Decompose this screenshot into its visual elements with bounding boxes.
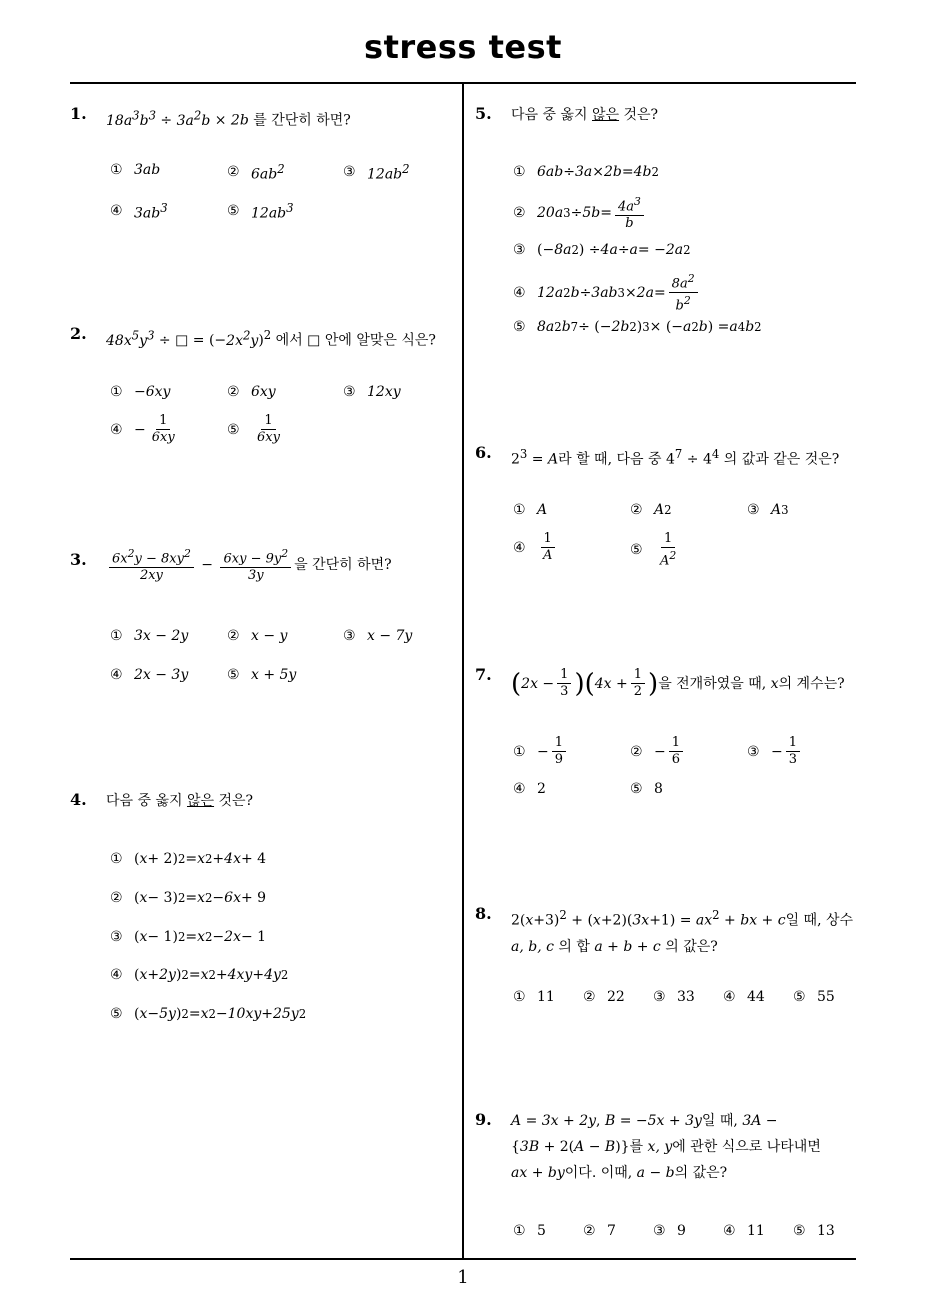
q9-option-2[interactable]: ② 7: [583, 1223, 616, 1239]
question-text: $2(x+3)^2 + (x+2)(3x+1) = ax^2$ + bx + c일 때, 상수 a, b, c 의 합 a + b + c 의 값은?: [511, 908, 854, 955]
q6-option-2[interactable]: ② A 2: [630, 502, 672, 518]
question-number: 7.: [475, 665, 492, 684]
question-text: ( 2x − $\frac{1}{3}$ ) ( 4x + $\frac{1}{2}$ ) 을 전개하였을 때, x 의 계수는?: [511, 667, 845, 699]
question-number: 5.: [475, 104, 492, 123]
q2-option-2[interactable]: ② 6xy: [227, 384, 276, 400]
q2-option-1[interactable]: ① − 6xy: [110, 384, 171, 400]
q1-option-2[interactable]: ② $6ab^2$: [227, 162, 285, 183]
q6-option-4[interactable]: ④ $\frac{1}{A}$: [513, 531, 558, 564]
q5-option-2[interactable]: ② 20a 3 ÷ 5b = $\frac{4a^3}{b}$: [513, 194, 647, 232]
q5-option-4[interactable]: ④ 12a 2 b ÷ 3ab 3 × 2a = $\frac{8a^2}{b^2}$: [513, 271, 701, 315]
q3-option-2[interactable]: ② x − y: [227, 628, 288, 644]
q8-option-2[interactable]: ② 22: [583, 989, 625, 1005]
question-text: 다음 중 옳지 않은 것은?: [511, 107, 659, 123]
q5-option-5[interactable]: ⑤ 8a 2 b 7 ÷ (− 2b 2 ) 3 × (− a 2 b ) = a 4 b 2: [513, 319, 762, 335]
question-number: 3.: [70, 550, 87, 569]
q1-option-5[interactable]: ⑤ $12ab^3$: [227, 201, 294, 222]
q8-option-3[interactable]: ③ 33: [653, 989, 695, 1005]
q7-option-4[interactable]: ④ 2: [513, 781, 546, 797]
q6-option-3[interactable]: ③ A 3: [747, 502, 789, 518]
q2-option-4[interactable]: ④ − $\frac{1}{6xy}$: [110, 413, 175, 445]
q4-option-3[interactable]: ③ ( x − 1) 2 = x 2 − 2x − 1: [110, 929, 267, 945]
question-number: 8.: [475, 904, 492, 923]
q6-option-1[interactable]: ① A: [513, 502, 548, 518]
q7-option-3[interactable]: ③ − $\frac{1}{3}$: [747, 735, 803, 768]
q7-option-2[interactable]: ② − $\frac{1}{6}$: [630, 735, 686, 768]
page-title: stress test: [364, 28, 562, 66]
q1-option-4[interactable]: ④ $3ab^3$: [110, 201, 168, 222]
question-text: $48x^5y^3$ ÷ □ = $(-2x^2y)^2$ 에서 □ 안에 알맞은 식은?: [106, 328, 436, 349]
q3-option-1[interactable]: ① 3x − 2y: [110, 628, 189, 644]
q5-option-1[interactable]: ① 6ab ÷ 3a × 2b = 4b 2: [513, 164, 659, 180]
question-text: $2^3 = A$라 할 때, 다음 중 $4^7 \div 4^4$ 의 값과 같은 것은?: [511, 447, 840, 468]
question-number: 6.: [475, 443, 492, 462]
q8-option-4[interactable]: ④ 44: [723, 989, 765, 1005]
q9-option-3[interactable]: ③ 9: [653, 1223, 686, 1239]
q2-option-5[interactable]: ⑤ $\frac{1}{6xy}$: [227, 413, 280, 445]
q3-option-4[interactable]: ④ 2x − 3y: [110, 667, 189, 683]
page-number: 1: [457, 1267, 469, 1288]
column-divider: [462, 83, 464, 1259]
q3-option-5[interactable]: ⑤ x + 5y: [227, 667, 297, 683]
q6-option-5[interactable]: ⑤ $\frac{1}{A^2}$: [630, 531, 677, 569]
q1-option-3[interactable]: ③ $12ab^2$: [343, 162, 410, 183]
q4-option-2[interactable]: ② ( x − 3) 2 = x 2 − 6x + 9: [110, 890, 267, 906]
question-text: $18a^3b^3 \div 3a^2b \times 2b$ 를 간단히 하면?: [106, 108, 351, 129]
question-number: 4.: [70, 790, 87, 809]
q9-option-1[interactable]: ① 5: [513, 1223, 546, 1239]
bottom-divider: [70, 1258, 856, 1260]
q4-option-5[interactable]: ⑤ ( x − 5y ) 2 = x 2 − 10xy + 25y 2: [110, 1006, 307, 1022]
q9-option-4[interactable]: ④ 11: [723, 1223, 765, 1239]
q4-option-1[interactable]: ① ( x + 2) 2 = x 2 + 4x + 4: [110, 851, 267, 867]
q7-option-5[interactable]: ⑤ 8: [630, 781, 663, 797]
q2-option-3[interactable]: ③ 12xy: [343, 384, 401, 400]
q5-option-3[interactable]: ③ (− 8a 2 ) ÷ 4a ÷ a = − 2a 2: [513, 242, 691, 258]
question-text: $\frac{6x^2y - 8xy^2}{2xy}$ − $\frac{6xy - 9y^2}{3y}$ 을 간단히 하면?: [106, 546, 392, 584]
q3-option-3[interactable]: ③ x − 7y: [343, 628, 413, 644]
q1-option-1[interactable]: ① 3ab: [110, 162, 161, 178]
question-number: 2.: [70, 324, 87, 343]
q8-option-1[interactable]: ① 11: [513, 989, 555, 1005]
q4-option-4[interactable]: ④ ( x + 2y ) 2 = x 2 + 4xy + 4y 2: [110, 967, 289, 983]
question-number: 9.: [475, 1110, 492, 1129]
q7-option-1[interactable]: ① − $\frac{1}{9}$: [513, 735, 569, 768]
question-number: 1.: [70, 104, 87, 123]
q9-option-5[interactable]: ⑤ 13: [793, 1223, 835, 1239]
question-text: 다음 중 옳지 않은 것은?: [106, 793, 254, 809]
question-text: A = 3x + 2y, B = −5x + 3y일 때, 3A − {3B + 2(A − B)}를 x, y에 관한 식으로 나타내면 ax + by이다. 이때, a − b의 값은?: [511, 1113, 821, 1181]
q8-option-5[interactable]: ⑤ 55: [793, 989, 835, 1005]
